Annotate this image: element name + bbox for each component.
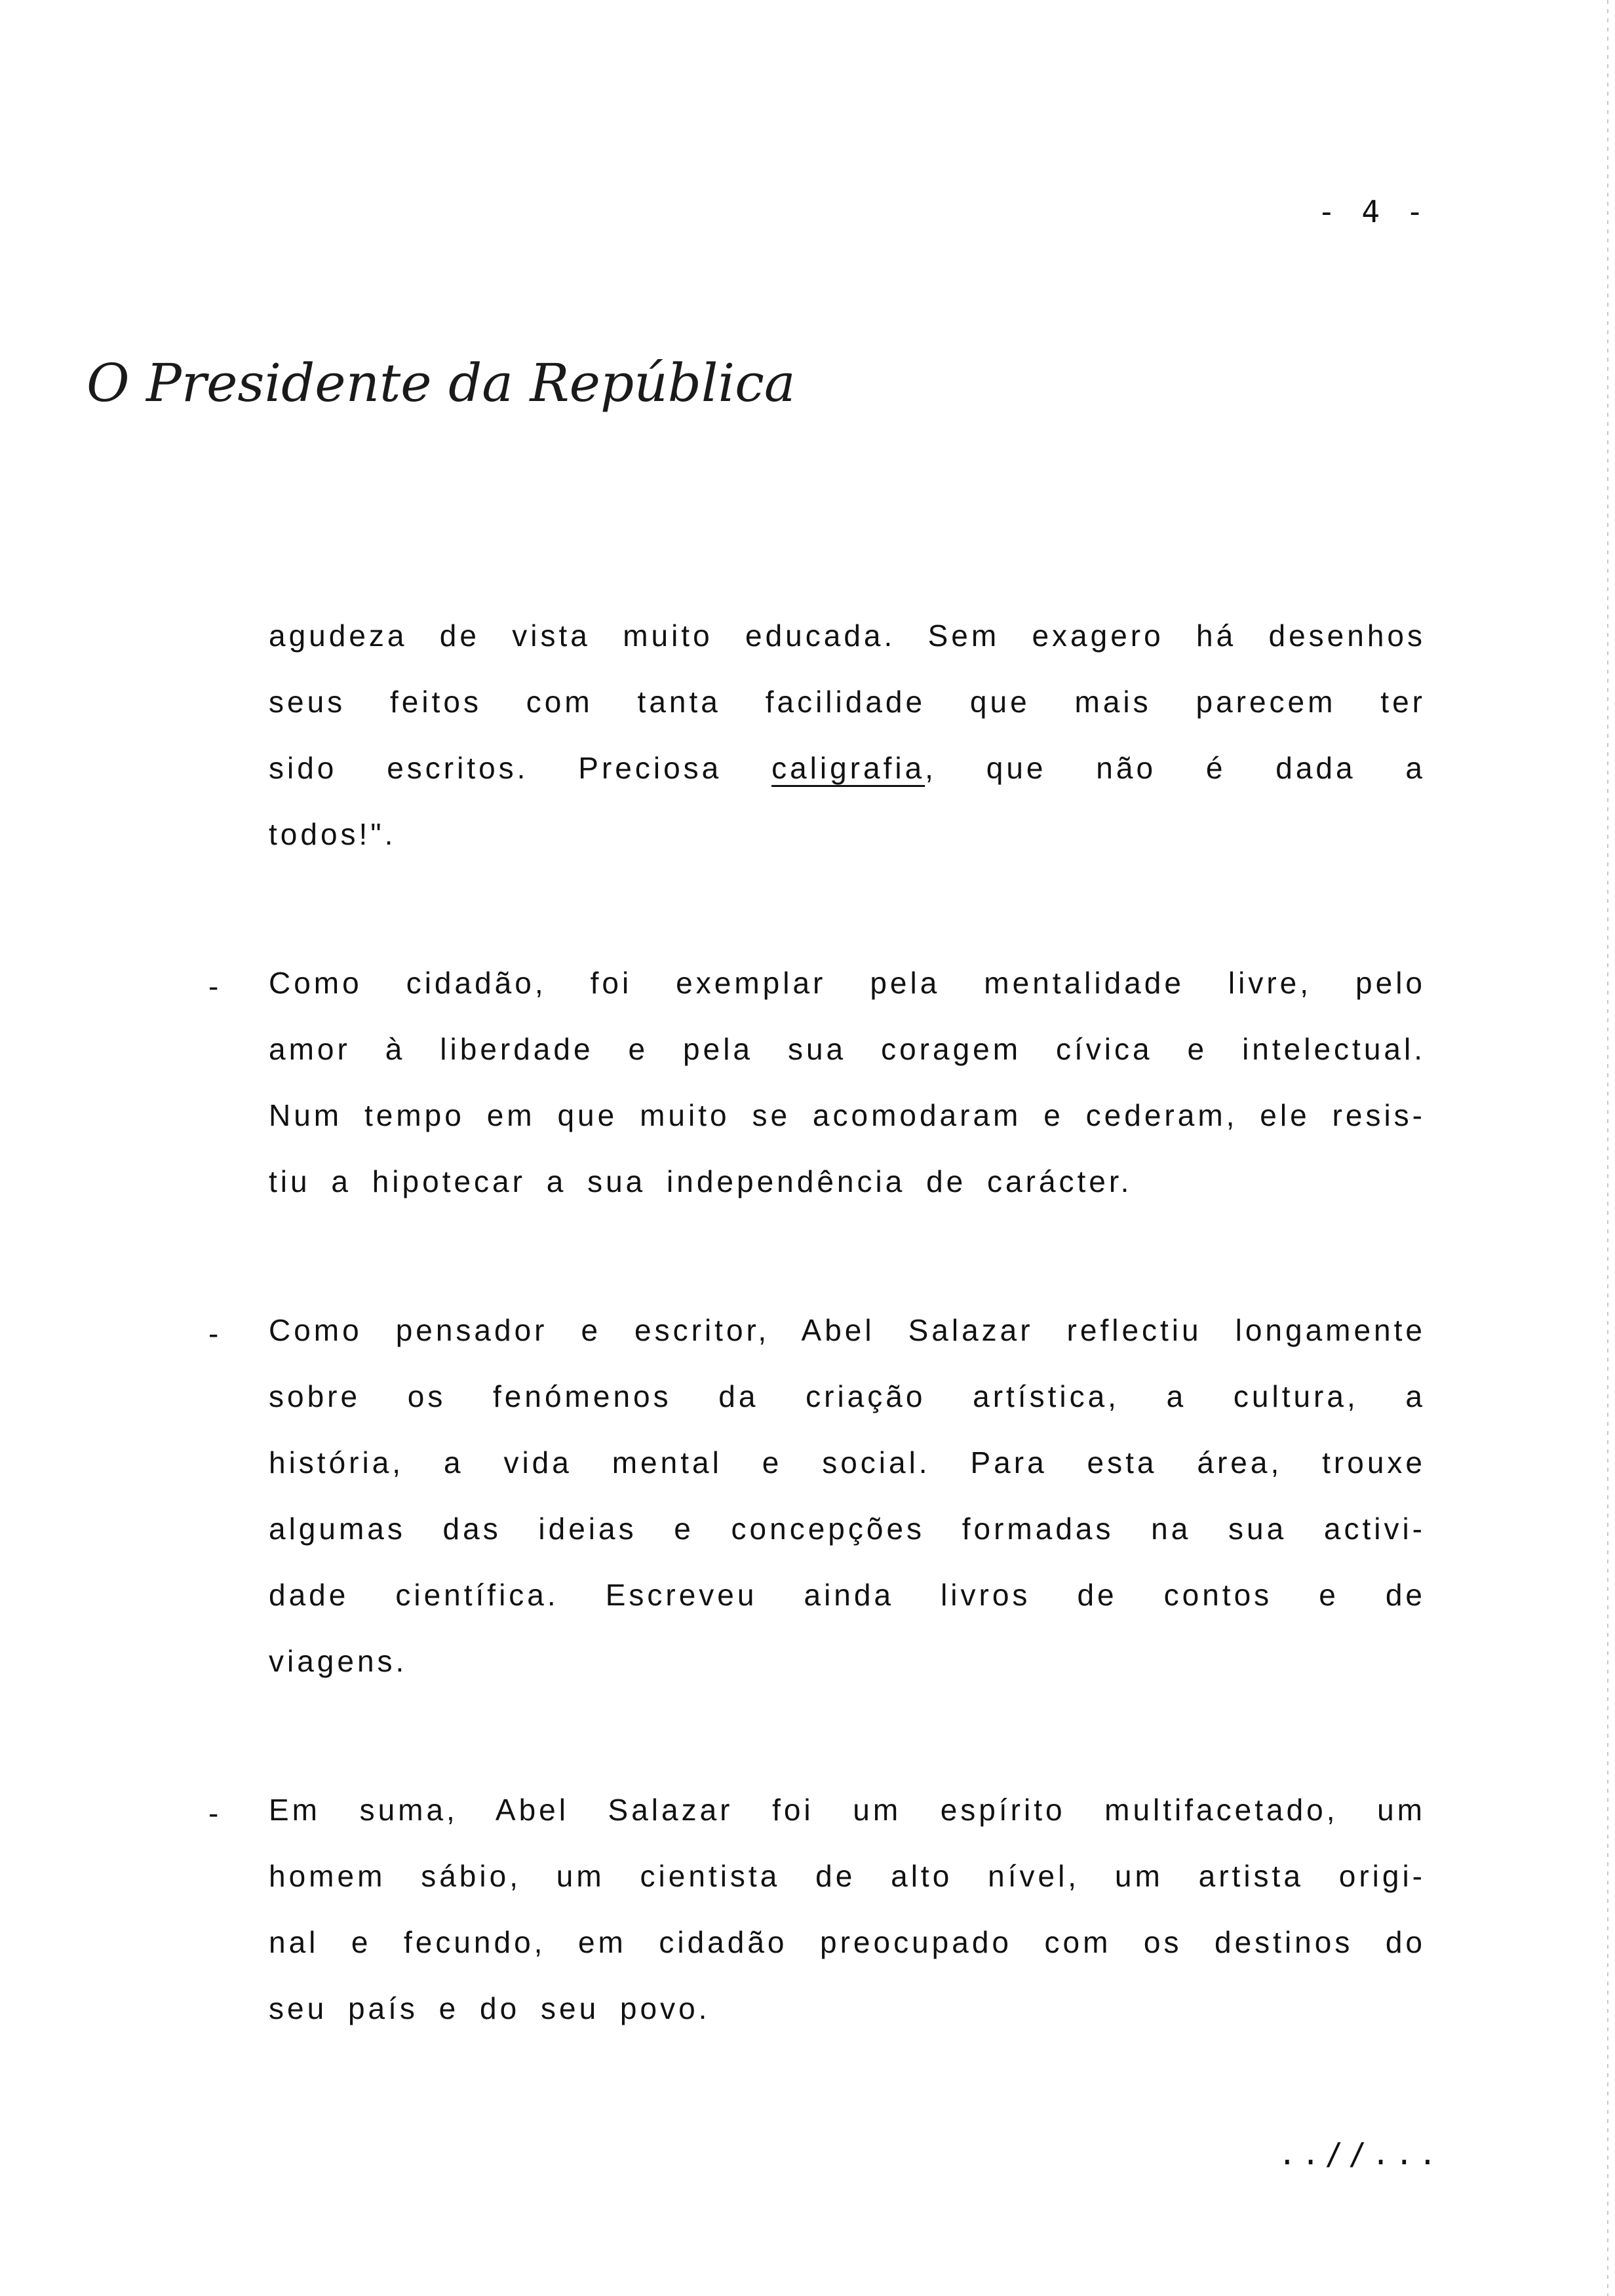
paragraph-1-line-2: seus feitos com tanta facilidade que mais parecem ter: [269, 685, 1426, 719]
underlined-word: caligrafia: [771, 751, 925, 785]
paragraph-2-line-4: tiu a hipotecar a sua independência de carácter.: [269, 1164, 1133, 1198]
page-edge-line: [1607, 0, 1608, 2296]
paragraph-4-line-3: nal e fecundo, em cidadão preocupado com os destinos do: [269, 1925, 1426, 1959]
paragraph-1-line-3: [269, 735, 1426, 801]
paragraph-3-line-6: viagens.: [269, 1644, 408, 1678]
continuation-mark: ..//...: [1278, 2136, 1442, 2172]
paragraph-2-line-3: Num tempo em que muito se acomodaram e cederam, ele resis-: [269, 1098, 1426, 1132]
paragraph-3-line-2: sobre os fenómenos da criação artística, a cultura, a: [269, 1379, 1426, 1413]
paragraph-3: [269, 1297, 1426, 1694]
paragraph-2-line-2: amor à liberdade e pela sua coragem cívica e intelectual.: [269, 1032, 1426, 1066]
letterhead-script-icon: [87, 341, 796, 426]
page-number: - 4 -: [1317, 194, 1428, 229]
paragraph-1-line-3-start: sido escritos. Preciosa: [269, 751, 772, 785]
paragraph-3-line-3: história, a vida mental e social. Para esta área, trouxe: [269, 1445, 1426, 1480]
paragraph-2: [269, 950, 1426, 1215]
paragraph-1: [269, 603, 1426, 868]
paragraph-4-line-1: Em suma, Abel Salazar foi um espírito multifacetado, um: [269, 1793, 1426, 1827]
paragraph-4-line-2: homem sábio, um cientista de alto nível, um artista origi-: [269, 1859, 1426, 1893]
paragraph-1-line-4: todos!".: [269, 817, 397, 851]
paragraph-1-line-1: agudeza de vista muito educada. Sem exagero há desenhos: [269, 619, 1426, 653]
paragraph-3-line-5: dade científica. Escreveu ainda livros de contos e de: [269, 1578, 1426, 1612]
bullet-dash-3: -: [208, 1316, 219, 1350]
paragraph-1-line-3-end: , que não é dada a: [925, 751, 1426, 785]
bullet-dash-4: -: [208, 1796, 219, 1830]
paragraph-3-line-1: Como pensador e escritor, Abel Salazar reflectiu longamente: [269, 1313, 1426, 1347]
paragraph-4: [269, 1777, 1426, 2042]
letterhead-text: O Presidente da República: [87, 353, 796, 413]
paragraph-2-line-1: Como cidadão, foi exemplar pela mentalidade livre, pelo: [269, 966, 1426, 1000]
paragraph-4-line-4: seu país e do seu povo.: [269, 1991, 710, 2025]
bullet-dash-2: -: [208, 969, 219, 1003]
letterhead-logo: [87, 341, 796, 426]
paragraph-3-line-4: algumas das ideias e concepções formadas na sua activi-: [269, 1512, 1426, 1546]
